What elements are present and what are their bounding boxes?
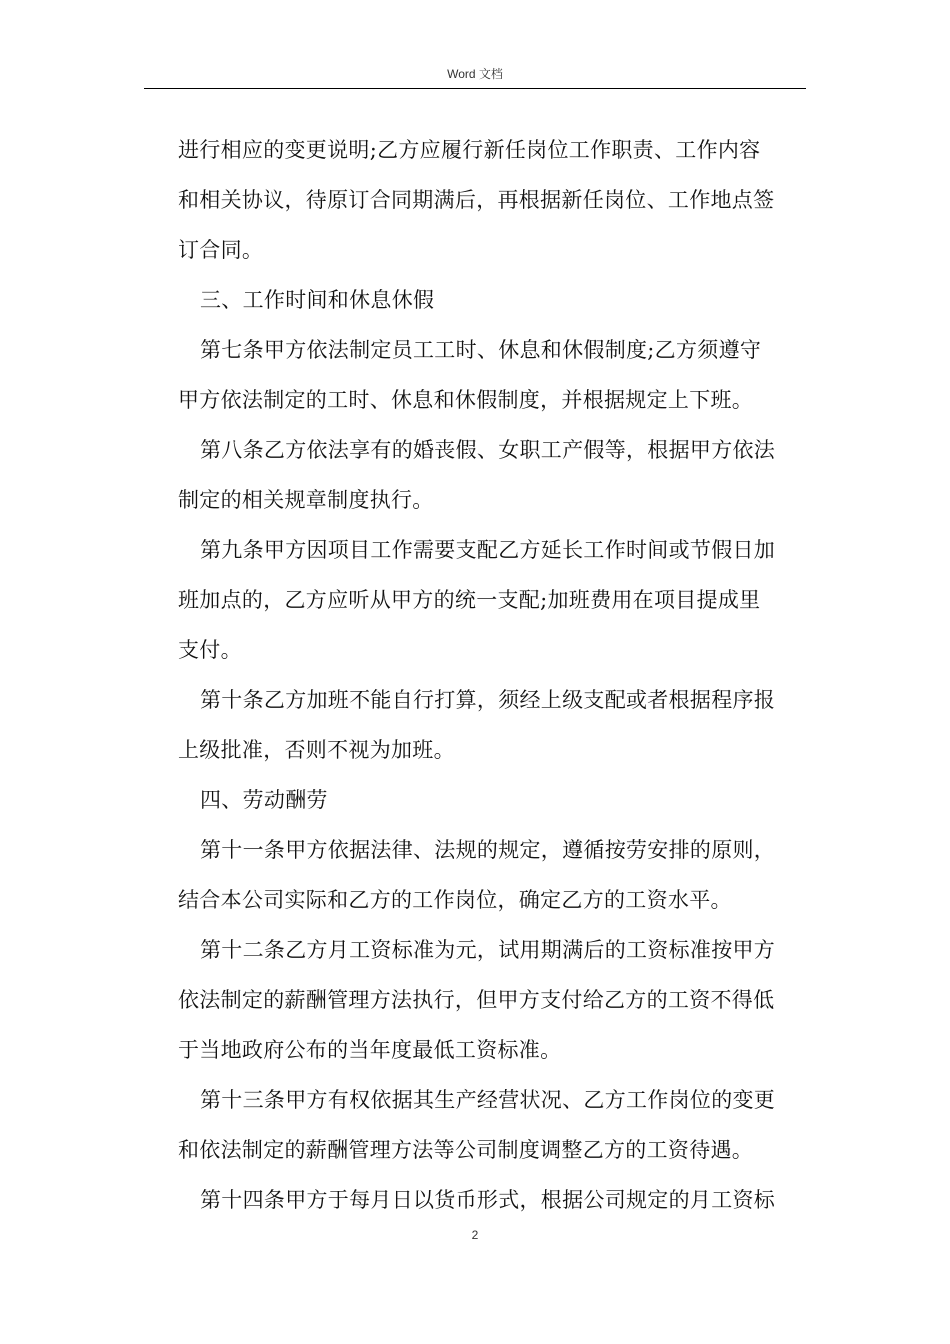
page-number: 2 [471,1228,479,1242]
text-line: 第七条甲方依法制定员工工时、休息和休假制度;乙方须遵守 [200,338,762,362]
header-divider [144,88,806,89]
text-line: 第九条甲方因项目工作需要支配乙方延长工作时间或节假日加 [200,538,776,562]
text-line: 第十条乙方加班不能自行打算，须经上级支配或者根据程序报 [200,688,776,712]
text-line: 第十一条甲方依据法律、法规的规定，遵循按劳安排的原则， [200,838,776,862]
text-line: 订合同。 [178,238,264,262]
text-line: 四、劳动酬劳 [200,788,328,812]
text-line: 和相关协议，待原订合同期满后，再根据新任岗位、工作地点签 [178,188,775,212]
text-line: 进行相应的变更说明;乙方应履行新任岗位工作职责、工作内容 [178,138,761,162]
text-line: 甲方依法制定的工时、休息和休假制度，并根据规定上下班。 [178,388,754,412]
text-line: 于当地政府公布的当年度最低工资标准。 [178,1038,562,1062]
text-line: 三、工作时间和休息休假 [200,288,435,312]
text-line: 制定的相关规章制度执行。 [178,488,434,512]
text-line: 上级批准，否则不视为加班。 [178,738,455,762]
text-line: 第十三条甲方有权依据其生产经营状况、乙方工作岗位的变更 [200,1088,776,1112]
text-line: 依法制定的薪酬管理方法执行，但甲方支付给乙方的工资不得低 [178,988,775,1012]
text-line: 结合本公司实际和乙方的工作岗位，确定乙方的工资水平。 [178,888,732,912]
text-line: 和依法制定的薪酬管理方法等公司制度调整乙方的工资待遇。 [178,1138,754,1162]
document-body [178,125,806,1225]
text-line: 班加点的，乙方应听从甲方的统一支配;加班费用在项目提成里 [178,588,761,612]
text-line: 支付。 [178,638,242,662]
text-line: 第十四条甲方于每月日以货币形式，根据公司规定的月工资标 [200,1188,776,1212]
text-line: 第十二条乙方月工资标准为元，试用期满后的工资标准按甲方 [200,938,776,962]
page-header: Word 文档 [447,67,503,81]
text-line: 第八条乙方依法享有的婚丧假、女职工产假等，根据甲方依法 [200,438,776,462]
